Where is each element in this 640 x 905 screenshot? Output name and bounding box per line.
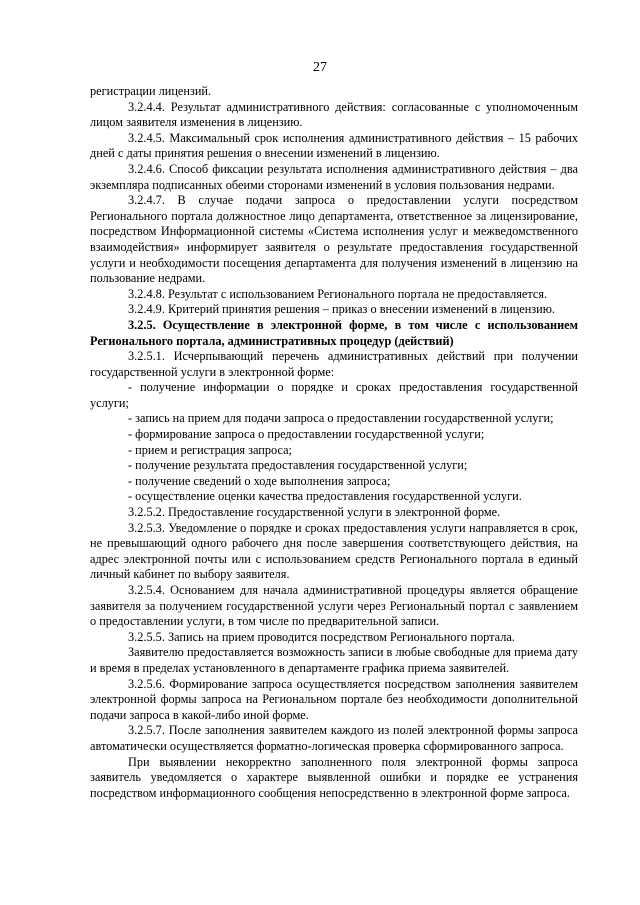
paragraph: 3.2.4.6. Способ фиксации результата исполнения административного действия – два экземпляра подписанных обеими сторонами изменений в условия пользования недрами. bbox=[90, 161, 578, 192]
paragraph: 3.2.5.6. Формирование запроса осуществляется посредством заполнения заявителем электронной формы запроса на Региональном портале без необходимости дополнительной подачи запроса в какой-либо иной форме. bbox=[90, 676, 578, 722]
paragraph: Заявителю предоставляется возможность записи в любые свободные для приема дату и время в пределах установленного в департаменте графика приема заявителей. bbox=[90, 645, 578, 675]
paragraph: 3.2.5.2. Предоставление государственной услуги в электронной форме. bbox=[128, 505, 501, 520]
paragraph: 3.2.4.7. В случае подачи запроса о предоставлении услуги посредством Регионального портала должностное лицо департамента, ответственное за лицензирование, посредством Информационной системы «Система исполнения услуг и межведомственного взаимодействия» информирует заявителя о результате предоставления государственной услуги и необходимости посещения департамента для получения изменений в лицензию на пользование недрами. bbox=[90, 193, 578, 286]
paragraph: 3.2.5.3. Уведомление о порядке и сроках предоставления услуги направляется в срок, не превышающий одного рабочего дня после завершения соответствующего действия, на адрес электронной почты или с использованием средств Регионального портала в единый личный кабинет по выбору заявителя. bbox=[90, 520, 578, 582]
paragraph: 3.2.4.4. Результат административного действия: согласованные с уполномоченным лицом заявителя изменения в лицензию. bbox=[90, 99, 578, 130]
paragraph: 3.2.4.8. Результат с использованием Регионального портала не предоставляется. bbox=[128, 286, 548, 301]
section-heading: 3.2.5. Осуществление в электронной форме, в том числе с использованием Регионального портала, административных процедур (действий) bbox=[90, 317, 578, 348]
list-item: - получение сведений о ходе выполнения запроса; bbox=[128, 473, 391, 488]
paragraph: 3.2.5.5. Запись на прием проводится посредством Регионального портала. bbox=[128, 629, 515, 644]
paragraph: 3.2.4.9. Критерий принятия решения – приказ о внесении изменений в лицензию. bbox=[128, 302, 556, 317]
paragraph: 3.2.5.4. Основанием для начала административной процедуры является обращение заявителя за получением государственной услуги через Региональный портал с заявлением о предоставлении услуги, в том числе по предварительной записи. bbox=[90, 583, 578, 629]
paragraph: 3.2.5.1. Исчерпывающий перечень административных действий при получении государственной услуги в электронной форме: bbox=[90, 349, 578, 379]
list-item: - прием и регистрация запроса; bbox=[128, 442, 292, 457]
page-number: 27 bbox=[313, 60, 327, 75]
document-body bbox=[90, 84, 578, 801]
paragraph: При выявлении некорректно заполненного поля электронной формы запроса заявитель уведомляется о характере выявленной ошибки и порядке ее устранения посредством информационного сообщения непосредственно в электронной форме запроса. bbox=[90, 754, 578, 800]
list-item: - осуществление оценки качества предоставления государственной услуги. bbox=[128, 489, 522, 504]
list-item: - получение информации о порядке и сроках предоставления государственной услуги; bbox=[90, 380, 578, 410]
list-item: - получение результата предоставления государственной услуги; bbox=[128, 458, 468, 473]
paragraph: регистрации лицензий. bbox=[90, 84, 212, 98]
paragraph: 3.2.4.5. Максимальный срок исполнения административного действия – 15 рабочих дней с даты принятия решения о внесении изменений в лицензию. bbox=[90, 130, 578, 161]
list-item: - запись на прием для подачи запроса о предоставлении государственной услуги; bbox=[128, 411, 554, 426]
paragraph: 3.2.5.7. После заполнения заявителем каждого из полей электронной формы запроса автоматически осуществляется форматно-логическая проверка сформированного запроса. bbox=[90, 723, 578, 753]
list-item: - формирование запроса о предоставлении государственной услуги; bbox=[128, 427, 485, 442]
